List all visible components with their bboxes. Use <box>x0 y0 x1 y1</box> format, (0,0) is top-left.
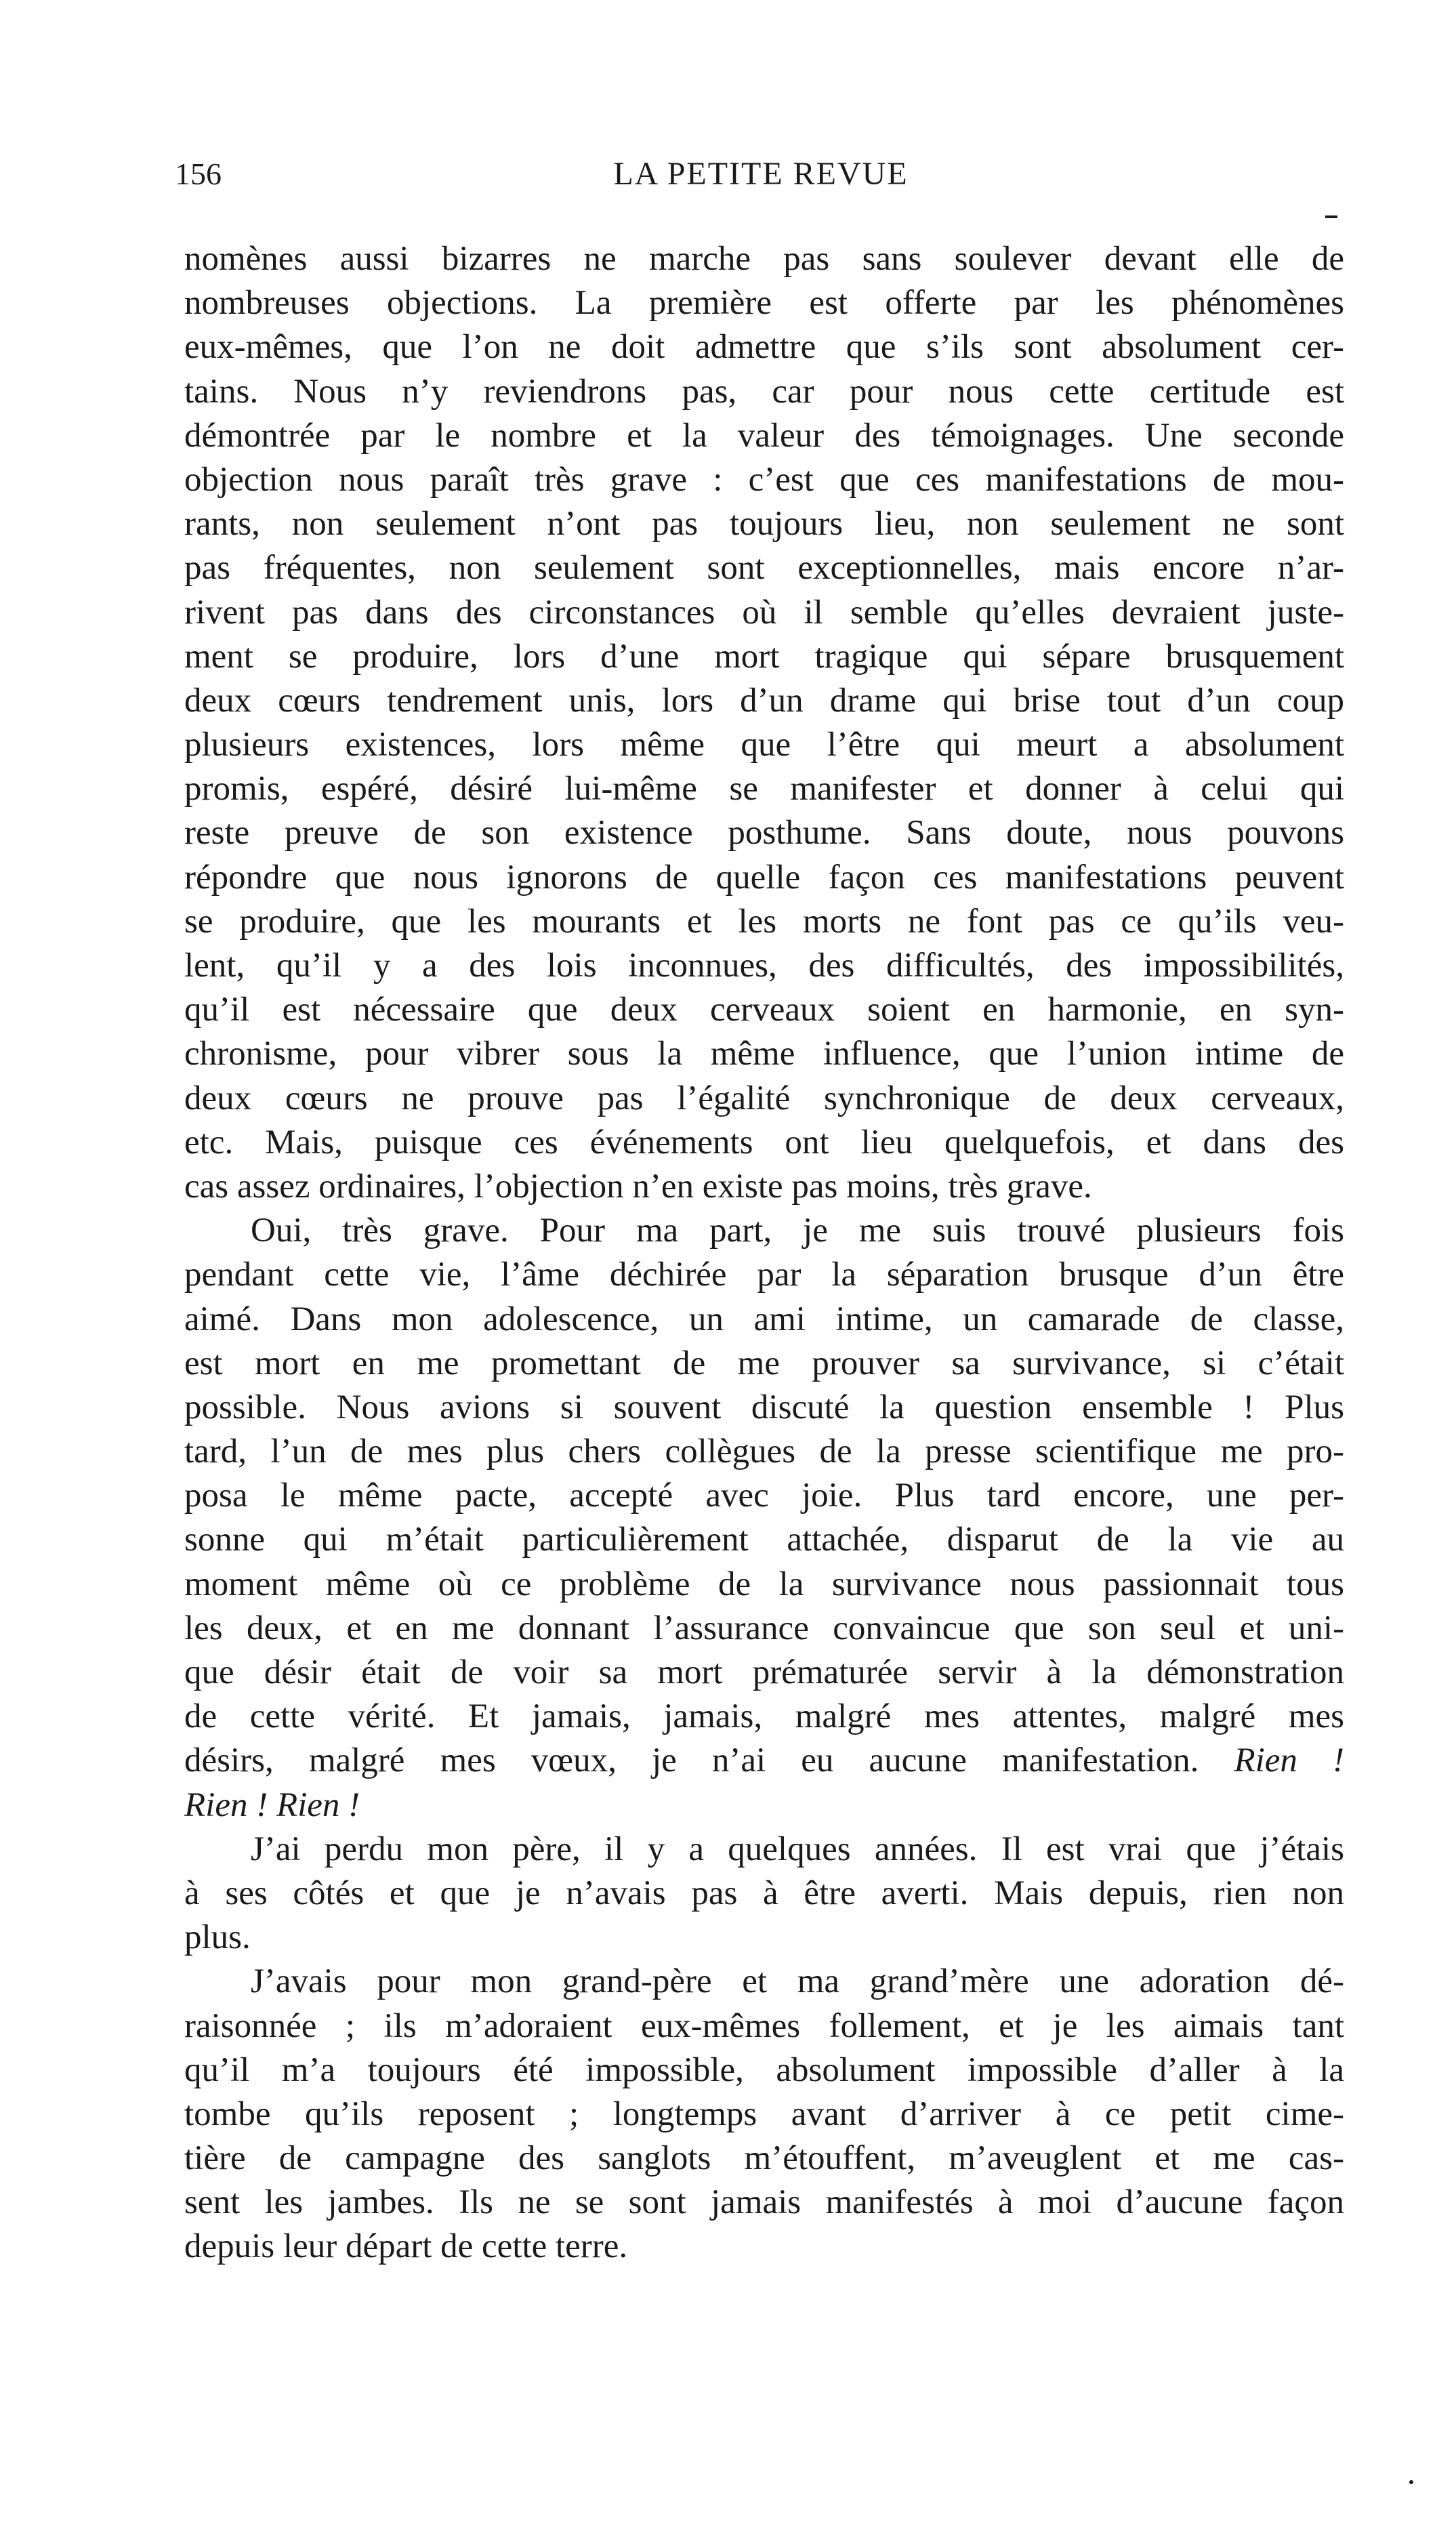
text-line <box>184 546 1344 590</box>
running-title: LA PETITE REVUE <box>613 156 909 192</box>
text-line <box>184 281 1344 325</box>
text-line <box>184 1563 1344 1607</box>
text-line-roman: tains. Nous n’y reviendrons pas, car pour nous cette certitude est <box>184 372 1344 411</box>
text-line <box>184 1121 1344 1165</box>
text-line-roman: est mort en me promettant de me prouver sa survivance, si c’était <box>184 1344 1344 1382</box>
text-line-roman: J’avais pour mon grand-père et ma grand’mère une adoration dé- <box>251 1962 1344 2001</box>
text-line-roman: aimé. Dans mon adolescence, un ami intime, un camarade de classe, <box>184 1300 1344 1338</box>
text-line <box>184 1739 1344 1783</box>
text-line <box>184 1032 1344 1076</box>
text-line <box>184 2225 1344 2269</box>
text-line <box>184 811 1344 855</box>
text-line-roman: possible. Nous avions si souvent discuté la question ensemble ! Plus <box>184 1388 1344 1426</box>
text-line <box>184 635 1344 679</box>
text-line <box>184 1209 1344 1253</box>
text-line <box>184 2137 1344 2181</box>
text-line-roman: sent les jambes. Ils ne se sont jamais manifestés à moi d’aucune façon <box>184 2183 1344 2222</box>
text-line <box>184 1695 1344 1739</box>
text-line <box>184 679 1344 723</box>
margin-mark <box>1325 215 1337 218</box>
text-line <box>184 856 1344 900</box>
text-line-roman: cas assez ordinaires, l’objection n’en existe pas moins, très grave. <box>184 1167 1092 1205</box>
page-number: 156 <box>175 157 222 191</box>
text-line <box>184 1828 1344 1872</box>
text-line-roman: tard, l’un de mes plus chers collègues de la presse scientifique me pro- <box>184 1433 1344 1471</box>
text-line-roman: à ses côtés et que je n’avais pas à être averti. Mais depuis, rien non <box>184 1874 1344 1912</box>
text-line <box>184 458 1344 502</box>
text-line <box>184 1518 1344 1562</box>
text-line <box>184 1077 1344 1121</box>
text-line-italic: Rien ! <box>1234 1741 1344 1780</box>
text-line <box>184 1784 1344 1828</box>
text-line <box>184 1386 1344 1430</box>
text-line-roman: sonne qui m’était particulièrement attachée, disparut de la vie au <box>184 1521 1344 1559</box>
text-line-roman: chronisme, pour vibrer sous la même influence, que l’union intime de <box>184 1035 1344 1073</box>
text-line-roman: J’ai perdu mon père, il y a quelques années. Il est vrai que j’étais <box>251 1830 1344 1868</box>
text-line-roman: qu’il est nécessaire que deux cerveaux soient en harmonie, en syn- <box>184 991 1344 1029</box>
text-line <box>184 1651 1344 1695</box>
text-line-roman: que désir était de voir sa mort prématurée servir à la démonstration <box>184 1653 1344 1691</box>
text-line <box>184 1916 1344 1960</box>
text-line-roman: Oui, très grave. Pour ma part, je me suis trouvé plusieurs fois <box>251 1212 1344 1250</box>
text-line-roman: promis, espéré, désiré lui-même se manifester et donner à celui qui <box>184 770 1344 808</box>
text-line-roman: démontrée par le nombre et la valeur des témoignages. Une seconde <box>184 416 1344 455</box>
text-line <box>184 723 1344 767</box>
text-line <box>184 1607 1344 1651</box>
text-line-roman: posa le même pacte, accepté avec joie. Plus tard encore, une per- <box>184 1477 1344 1515</box>
text-line-roman: pas fréquentes, non seulement sont exceptionnelles, mais encore n’ar- <box>184 549 1344 588</box>
text-line <box>184 591 1344 635</box>
text-line <box>184 2048 1344 2093</box>
text-line <box>184 1872 1344 1916</box>
text-line-roman: moment même où ce problème de la survivance nous passionnait tous <box>184 1565 1344 1603</box>
text-line <box>184 2181 1344 2225</box>
text-line-roman: objection nous paraît très grave : c’est que ces manifestations de mou- <box>184 460 1344 499</box>
text-line <box>184 1165 1344 1209</box>
text-line <box>184 502 1344 546</box>
text-line-roman: plus. <box>184 1918 251 1957</box>
text-line-roman: raisonnée ; ils m’adoraient eux-mêmes follement, et je les aimais tant <box>184 2006 1344 2045</box>
text-line <box>184 237 1344 281</box>
text-line-roman: rants, non seulement n’ont pas toujours lieu, non seulement ne sont <box>184 505 1344 543</box>
text-line <box>184 1253 1344 1297</box>
text-line <box>184 900 1344 944</box>
text-line-roman: désirs, malgré mes vœux, je n’ai eu aucune manifestation. <box>184 1741 1199 1780</box>
text-line <box>184 370 1344 414</box>
text-line-roman: deux cœurs ne prouve pas l’égalité synchronique de deux cerveaux, <box>184 1079 1344 1117</box>
text-line-roman: reste preuve de son existence posthume. Sans doute, nous pouvons <box>184 814 1344 852</box>
text-line <box>184 1342 1344 1386</box>
text-line-roman: eux-mêmes, que l’on ne doit admettre que s’ils sont absolument cer- <box>184 328 1344 367</box>
body-text <box>184 237 1344 2269</box>
text-line-roman: rivent pas dans des circonstances où il semble qu’elles devraient juste- <box>184 593 1344 632</box>
text-line <box>184 767 1344 811</box>
text-line-roman: qu’il m’a toujours été impossible, absolument impossible d’aller à la <box>184 2050 1344 2089</box>
text-line-roman: pendant cette vie, l’âme déchirée par la séparation brusque d’un être <box>184 1256 1344 1294</box>
text-line-roman: nombreuses objections. La première est offerte par les phénomènes <box>184 284 1344 323</box>
text-line-roman: deux cœurs tendrement unis, lors d’un drame qui brise tout d’un coup <box>184 681 1344 720</box>
text-line <box>184 1960 1344 2004</box>
page-header <box>175 150 1347 198</box>
text-line <box>184 1474 1344 1518</box>
text-line-roman: tombe qu’ils reposent ; longtemps avant d’arriver à ce petit cime- <box>184 2095 1344 2133</box>
text-line-roman: répondre que nous ignorons de quelle façon ces manifestations peuvent <box>184 858 1344 896</box>
text-line-roman: se produire, que les mourants et les morts ne font pas ce qu’ils veu- <box>184 902 1344 941</box>
text-line <box>184 414 1344 458</box>
text-line <box>184 2093 1344 2137</box>
text-line <box>184 2004 1344 2048</box>
text-line-italic: Rien ! Rien ! <box>184 1786 360 1824</box>
text-line-roman: nomènes aussi bizarres ne marche pas sans soulever devant elle de <box>184 240 1344 278</box>
text-line-roman: ment se produire, lors d’une mort tragique qui sépare brusquement <box>184 637 1344 676</box>
text-line-roman: les deux, et en me donnant l’assurance convaincue que son seul et uni- <box>184 1609 1344 1647</box>
text-line <box>184 325 1344 369</box>
text-line-roman: etc. Mais, puisque ces événements ont lieu quelquefois, et dans des <box>184 1123 1344 1161</box>
text-line <box>184 944 1344 988</box>
margin-dot <box>1409 2480 1413 2484</box>
text-line-roman: lent, qu’il y a des lois inconnues, des difficultés, des impossibilités, <box>184 947 1344 985</box>
text-line-roman: de cette vérité. Et jamais, jamais, malgré mes attentes, malgré mes <box>184 1697 1344 1736</box>
text-line-roman: tière de campagne des sanglots m’étouffent, m’aveuglent et me cas- <box>184 2139 1344 2178</box>
text-line <box>184 1298 1344 1342</box>
text-line <box>184 1430 1344 1474</box>
text-line <box>184 988 1344 1032</box>
text-line-roman: plusieurs existences, lors même que l’être qui meurt a absolument <box>184 726 1344 764</box>
text-line-roman: depuis leur départ de cette terre. <box>184 2227 628 2266</box>
